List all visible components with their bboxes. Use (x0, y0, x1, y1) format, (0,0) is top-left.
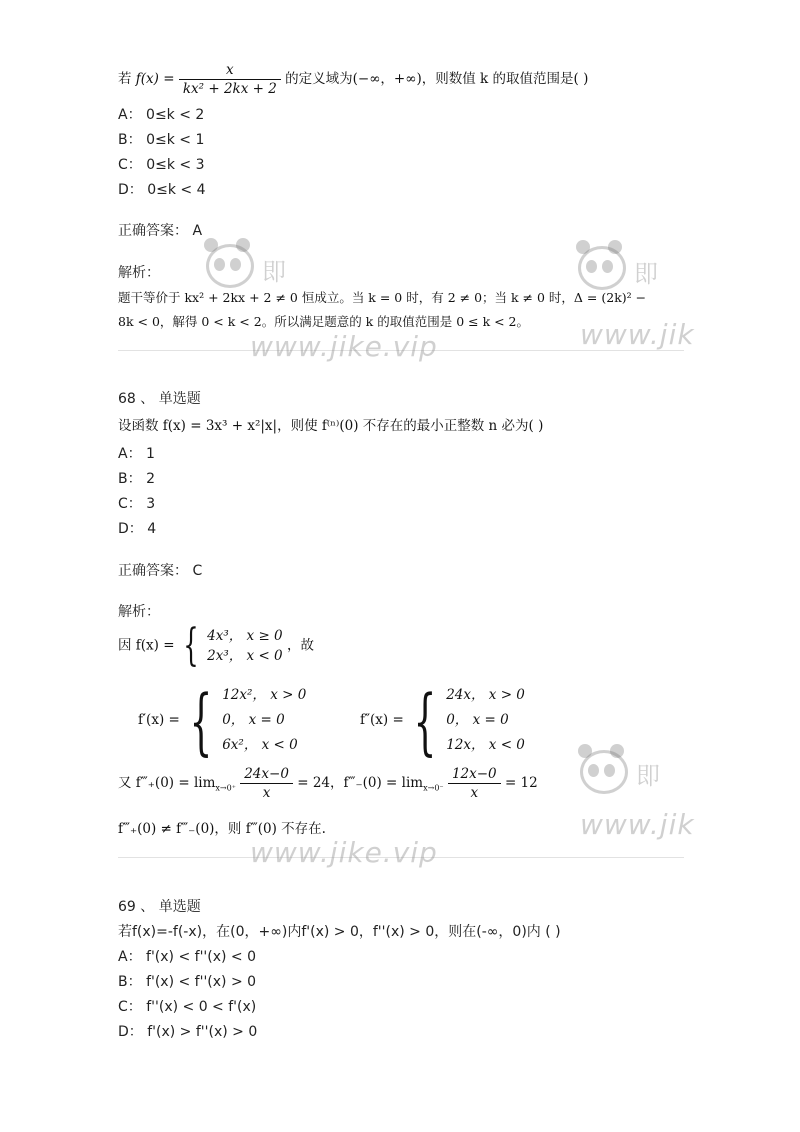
q67-option-d (118, 179, 206, 199)
f-cases (207, 626, 283, 666)
option-text: 1 (146, 446, 155, 462)
option-text: f'(x) > f''(x) > 0 (147, 1024, 258, 1040)
fpp-label: f″(x) = (360, 712, 404, 728)
q68-piecewise-fpp (360, 678, 525, 763)
limit1-fraction (240, 766, 293, 801)
option-text: 2 (146, 471, 155, 487)
watermark-url: www.jik (580, 318, 695, 351)
watermark-url: www.jike.vip (250, 836, 438, 869)
answer-label: 正确答案： (118, 223, 188, 239)
frac-num: 24x−0 (240, 766, 293, 784)
watermark-url: www.jik (580, 808, 695, 841)
section-divider (118, 857, 684, 858)
q67-analysis-line1: 题干等价于 kx² + 2kx + 2 ≠ 0 恒成立。当 k = 0 时，有 2 ≠ 0；当 k ≠ 0 时，Δ = (2k)² − (118, 290, 647, 305)
option-letter: C： (118, 999, 142, 1015)
q67-analysis-line2: 8k < 0，解得 0 < k < 2。所以满足题意的 k 的取值范围是 0 ≤ k < 2。 (118, 314, 530, 329)
limit2-sub: x→0⁻ (423, 783, 444, 793)
left-brace-symbol: { (413, 678, 437, 763)
limit2-text: = 24，f‴₋(0) = lim (297, 775, 424, 791)
frac-num: 12x−0 (448, 766, 501, 784)
q67-frac-den: kx² + 2kx + 2 (182, 81, 277, 97)
left-brace-symbol: { (189, 678, 213, 763)
case-row: 6x²， x < 0 (222, 737, 298, 753)
q68-option-c (118, 493, 155, 513)
option-letter: C： (118, 496, 142, 512)
q68-analysis-label: 解析： (118, 604, 160, 620)
case-row: 0， x = 0 (446, 712, 509, 728)
q69-option-b (118, 971, 256, 991)
answer-value: C (192, 563, 203, 579)
q67-fraction (179, 62, 281, 97)
q68-piecewise-f (118, 620, 314, 671)
q68-limits (118, 766, 538, 801)
limit1-sub: x→0⁺ (215, 783, 236, 793)
q69-stem: 若f(x)=-f(-x)，在(0，+∞)内f'(x) > 0，f''(x) > 0，则在(-∞，0)内 ( ) (118, 924, 561, 940)
option-text: 0≤k < 4 (147, 182, 206, 198)
q69-header: 69 、 单选题 (118, 899, 201, 915)
panda-logo-icon (202, 238, 252, 284)
option-letter: D： (118, 182, 143, 198)
case-row: 0， x = 0 (222, 712, 285, 728)
option-text: 0≤k < 1 (146, 132, 205, 148)
answer-label: 正确答案： (118, 563, 188, 579)
q68-answer (118, 560, 202, 580)
q68-option-a (118, 443, 155, 463)
panda-logo-icon (574, 240, 624, 286)
case-row: 4x³， x ≥ 0 (207, 628, 283, 644)
panda-logo-icon (576, 744, 626, 790)
q68-piecewise-fp (138, 678, 307, 763)
watermark-cn: 即 (634, 260, 658, 288)
option-letter: C： (118, 157, 142, 173)
q67-answer (118, 220, 202, 240)
q68-option-d (118, 518, 156, 538)
q69-option-c (118, 996, 256, 1016)
option-letter: A： (118, 446, 142, 462)
q67-func: f(x) = (135, 71, 175, 87)
therefore-text: ，故 (286, 637, 314, 654)
option-letter: A： (118, 107, 142, 123)
because-text: 因 f(x) = (118, 637, 175, 654)
watermark-cn: 即 (636, 762, 660, 790)
case-row: 12x²， x > 0 (222, 687, 307, 703)
option-letter: D： (118, 1024, 143, 1040)
q68-stem: 设函数 f(x) = 3x³ + x²|x|，则使 f⁽ⁿ⁾(0) 不存在的最小正整数 n 必为( ) (118, 418, 544, 434)
option-text: f'(x) < f''(x) > 0 (146, 974, 257, 990)
q68-option-b (118, 468, 155, 488)
q69-option-d (118, 1021, 257, 1041)
option-letter: D： (118, 521, 143, 537)
answer-value: A (192, 223, 203, 239)
option-letter: B： (118, 974, 142, 990)
fp-label: f′(x) = (138, 712, 180, 728)
q67-option-b (118, 129, 204, 149)
option-letter: B： (118, 132, 142, 148)
option-text: 0≤k < 3 (146, 157, 205, 173)
option-text: 4 (147, 521, 157, 537)
section-divider (118, 350, 684, 351)
q67-stem-suffix: 的定义域为(−∞，+∞)，则数值 k 的取值范围是( ) (285, 71, 589, 87)
frac-den: x (470, 785, 479, 801)
case-row: 12x， x < 0 (446, 737, 525, 753)
q67-option-c (118, 154, 205, 174)
limit2-fraction (448, 766, 501, 801)
q68-header: 68 、 单选题 (118, 391, 201, 407)
left-brace-symbol: { (183, 620, 199, 671)
option-text: f''(x) < 0 < f'(x) (146, 999, 257, 1015)
q69-option-a (118, 946, 256, 966)
watermark-cn: 即 (262, 258, 286, 286)
q67-stem (118, 62, 588, 97)
limit1-text: 又 f‴₊(0) = lim (118, 775, 216, 791)
case-row: 2x³， x < 0 (207, 648, 283, 664)
q67-stem-prefix: 若 (118, 71, 132, 87)
option-text: f'(x) < f''(x) < 0 (146, 949, 257, 965)
watermark-url: www.jike.vip (250, 330, 438, 363)
option-text: 3 (146, 496, 156, 512)
option-text: 0≤k < 2 (146, 107, 205, 123)
option-letter: B： (118, 471, 142, 487)
frac-den: x (262, 785, 271, 801)
q67-analysis-label: 解析： (118, 265, 160, 281)
fp-cases (222, 683, 306, 758)
q68-conclusion: f‴₊(0) ≠ f‴₋(0)，则 f‴(0) 不存在. (118, 821, 326, 837)
case-row: 24x， x > 0 (446, 687, 525, 703)
limit-end: = 12 (504, 775, 538, 791)
fpp-cases (446, 683, 525, 758)
q67-frac-num: x (179, 62, 281, 80)
q67-option-a (118, 104, 204, 124)
option-letter: A： (118, 949, 142, 965)
